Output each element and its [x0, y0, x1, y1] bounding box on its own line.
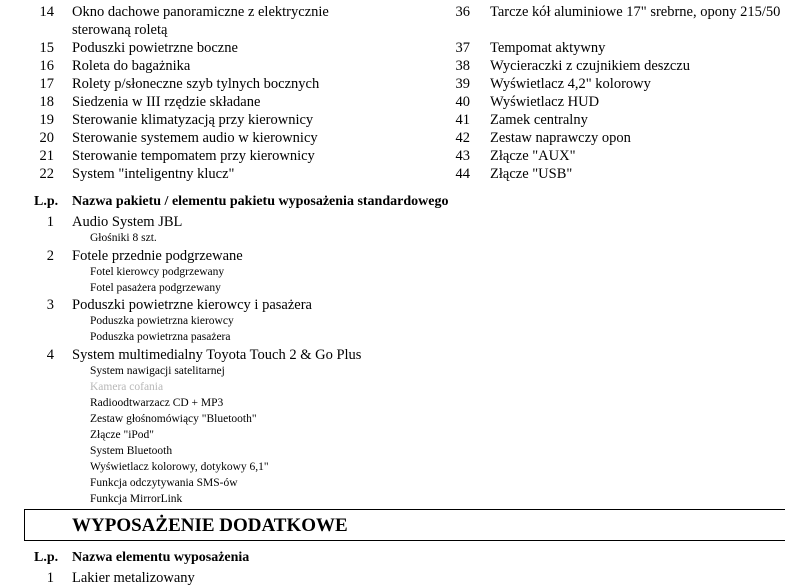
item-number: 37 [455, 40, 470, 56]
package-row [0, 346, 785, 364]
item-number: 36 [455, 4, 470, 20]
package-number: 3 [46, 297, 54, 313]
package-name: System multimedialny Toyota Touch 2 & Go Plus [72, 347, 362, 363]
item-label: Wycieraczki z czujnikiem deszczu [490, 58, 690, 74]
list-item [0, 75, 785, 93]
item-label: sterowaną roletą [72, 22, 168, 38]
package-element: Poduszka powietrzna pasażera [90, 331, 231, 343]
item-number: 22 [39, 166, 54, 182]
list-item [0, 21, 420, 39]
item-number: 42 [455, 130, 470, 146]
list-item [0, 147, 785, 165]
package-row [0, 247, 785, 265]
package-element: System Bluetooth [90, 445, 173, 457]
package-element: Fotel pasażera podgrzewany [90, 282, 221, 294]
section-box [24, 509, 785, 541]
package-element: Radioodtwarzacz CD + MP3 [90, 397, 224, 409]
item-label: Okno dachowe panoramiczne z elektrycznie [72, 4, 329, 20]
lp-column-header: L.p. [34, 550, 59, 565]
package-element: Funkcja MirrorLink [90, 493, 183, 505]
package-row [0, 296, 785, 314]
lp-column-header: L.p. [34, 194, 59, 209]
package-row [0, 213, 785, 231]
item-label: Wyświetlacz HUD [490, 94, 600, 110]
item-label: Zestaw naprawczy opon [490, 130, 631, 146]
item-label: Rolety p/słoneczne szyb tylnych bocznych [72, 76, 320, 92]
item-number: 40 [455, 94, 470, 110]
package-element: Kamera cofania [90, 381, 164, 393]
extras-name: Lakier metalizowany [72, 570, 195, 586]
package-number: 4 [46, 347, 54, 363]
item-label: Sterowanie systemem audio w kierownicy [72, 130, 318, 146]
item-label: Siedzenia w III rzędzie składane [72, 94, 261, 110]
item-label: Wyświetlacz 4,2" kolorowy [490, 76, 651, 92]
extras-number: 1 [46, 570, 54, 586]
item-number: 16 [39, 58, 54, 74]
package-name: Audio System JBL [72, 214, 183, 230]
section-title: WYPOSAŻENIE DODATKOWE [72, 515, 348, 536]
item-label: Tarcze kół aluminiowe 17" srebrne, opony 215/50 [490, 4, 781, 20]
package-element: Zestaw głośnomówiący "Bluetooth" [90, 413, 257, 425]
item-label: Tempomat aktywny [490, 40, 606, 56]
package-element: Wyświetlacz kolorowy, dotykowy 6,1" [90, 461, 269, 473]
item-label: Sterowanie klimatyzacją przy kierownicy [72, 112, 314, 128]
package-element: Funkcja odczytywania SMS-ów [90, 477, 238, 489]
list-item [0, 93, 785, 111]
item-number: 38 [455, 58, 470, 74]
item-number: 17 [39, 76, 54, 92]
extras-table-header [0, 549, 785, 567]
item-number: 15 [39, 40, 54, 56]
item-label: Złącze "AUX" [490, 148, 576, 164]
list-item [0, 129, 785, 147]
package-element: Fotel kierowcy podgrzewany [90, 266, 225, 278]
item-label: Zamek centralny [490, 112, 588, 128]
item-number: 39 [455, 76, 470, 92]
item-number: 41 [455, 112, 470, 128]
item-number: 14 [39, 4, 54, 20]
package-element: Głośniki 8 szt. [90, 232, 157, 244]
item-number: 44 [455, 166, 470, 182]
item-number: 18 [39, 94, 54, 110]
list-item [0, 3, 785, 21]
package-element: Złącze "iPod" [90, 429, 154, 441]
list-item [0, 39, 785, 57]
list-item [0, 111, 785, 129]
item-label: Roleta do bagażnika [72, 58, 191, 74]
item-label: Sterowanie tempomatem przy kierownicy [72, 148, 315, 164]
item-number: 43 [455, 148, 470, 164]
item-number: 20 [39, 130, 54, 146]
item-label: Złącze "USB" [490, 166, 573, 182]
package-element: Poduszka powietrzna kierowcy [90, 315, 234, 327]
package-number: 2 [46, 248, 54, 264]
name-column-header: Nazwa pakietu / elementu pakietu wyposażenia standardowego [72, 194, 449, 209]
package-name: Fotele przednie podgrzewane [72, 248, 243, 264]
package-element: System nawigacji satelitarnej [90, 365, 225, 377]
package-name: Poduszki powietrzne kierowcy i pasażera [72, 297, 312, 313]
extras-row [0, 569, 785, 587]
name-column-header: Nazwa elementu wyposażenia [72, 550, 250, 565]
item-label: System "inteligentny klucz" [72, 166, 235, 182]
packages-table-header [0, 193, 785, 211]
item-number: 21 [39, 148, 54, 164]
package-number: 1 [46, 214, 54, 230]
item-number: 19 [39, 112, 54, 128]
list-item [0, 57, 785, 75]
list-item [0, 165, 785, 183]
item-label: Poduszki powietrzne boczne [72, 40, 238, 56]
